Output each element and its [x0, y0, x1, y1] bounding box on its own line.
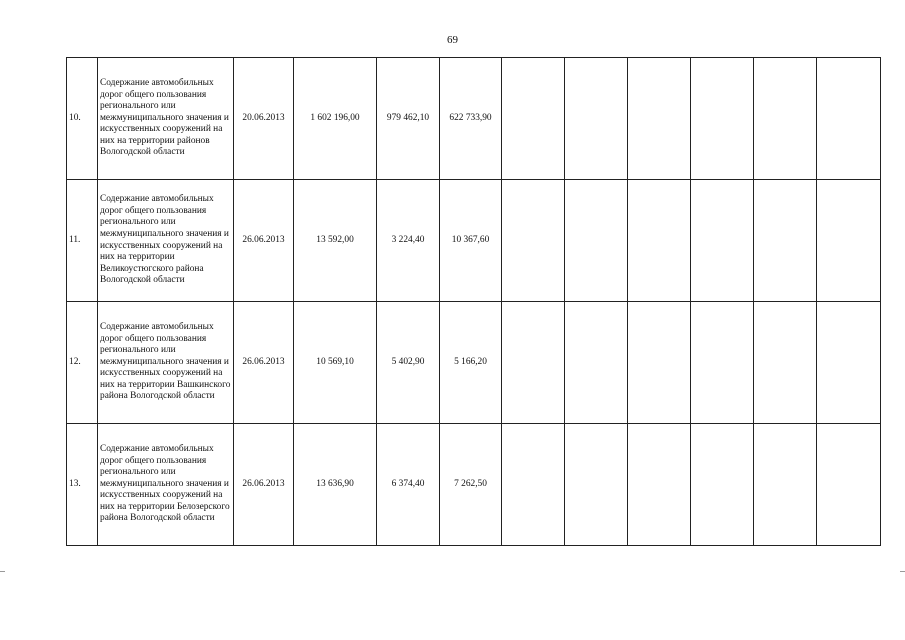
- amount-2-cell: 979 462,10: [377, 58, 440, 180]
- contracts-table: [66, 57, 881, 546]
- empty-cell: [754, 58, 817, 180]
- amount-2-cell: 6 374,40: [377, 424, 440, 546]
- table-row: [67, 58, 881, 180]
- description-cell: Содержание автомобильных дорог общего пользования регионального или межмуниципального значения и искусственных сооружений на них на территории районов Вологодской области: [98, 58, 234, 180]
- empty-cell: [691, 424, 754, 546]
- row-number-cell: 13.: [67, 424, 98, 546]
- amount-3-cell: 622 733,90: [440, 58, 502, 180]
- amount-total-cell: 1 602 196,00: [294, 58, 377, 180]
- empty-cell: [565, 180, 628, 302]
- amount-2-cell: 3 224,40: [377, 180, 440, 302]
- empty-cell: [691, 302, 754, 424]
- empty-cell: [628, 424, 691, 546]
- date-cell: 26.06.2013: [234, 180, 294, 302]
- amount-3-cell: 10 367,60: [440, 180, 502, 302]
- row-number-cell: 12.: [67, 302, 98, 424]
- empty-cell: [754, 180, 817, 302]
- scan-edge-mark-left: [0, 571, 5, 573]
- table-row: [67, 302, 881, 424]
- empty-cell: [817, 180, 881, 302]
- empty-cell: [565, 424, 628, 546]
- table-row: [67, 424, 881, 546]
- empty-cell: [502, 302, 565, 424]
- row-number-cell: 11.: [67, 180, 98, 302]
- description-cell: Содержание автомобильных дорог общего пользования регионального или межмуниципального значения и искусственных сооружений на них на территории Белозерского района Вологодской области: [98, 424, 234, 546]
- empty-cell: [502, 424, 565, 546]
- amount-total-cell: 13 636,90: [294, 424, 377, 546]
- empty-cell: [817, 424, 881, 546]
- amount-2-cell: 5 402,90: [377, 302, 440, 424]
- empty-cell: [754, 302, 817, 424]
- amount-3-cell: 7 262,50: [440, 424, 502, 546]
- empty-cell: [628, 58, 691, 180]
- amount-total-cell: 10 569,10: [294, 302, 377, 424]
- empty-cell: [565, 302, 628, 424]
- date-cell: 26.06.2013: [234, 424, 294, 546]
- description-cell: Содержание автомобильных дорог общего пользования регионального или межмуниципального значения и искусственных сооружений на них на территории Великоустюгского района Вологодской области: [98, 180, 234, 302]
- empty-cell: [628, 302, 691, 424]
- row-number-cell: 10.: [67, 58, 98, 180]
- empty-cell: [691, 58, 754, 180]
- empty-cell: [691, 180, 754, 302]
- table-row: [67, 180, 881, 302]
- empty-cell: [502, 58, 565, 180]
- empty-cell: [628, 180, 691, 302]
- empty-cell: [817, 302, 881, 424]
- date-cell: 26.06.2013: [234, 302, 294, 424]
- date-cell: 20.06.2013: [234, 58, 294, 180]
- empty-cell: [502, 180, 565, 302]
- empty-cell: [565, 58, 628, 180]
- scan-edge-mark-right: [900, 571, 905, 573]
- description-cell: Содержание автомобильных дорог общего пользования регионального или межмуниципального значения и искусственных сооружений на них на территории Вашкинского района Вологодской области: [98, 302, 234, 424]
- table-body: [67, 58, 881, 546]
- amount-3-cell: 5 166,20: [440, 302, 502, 424]
- amount-total-cell: 13 592,00: [294, 180, 377, 302]
- empty-cell: [817, 58, 881, 180]
- empty-cell: [754, 424, 817, 546]
- page-number: 69: [447, 34, 458, 46]
